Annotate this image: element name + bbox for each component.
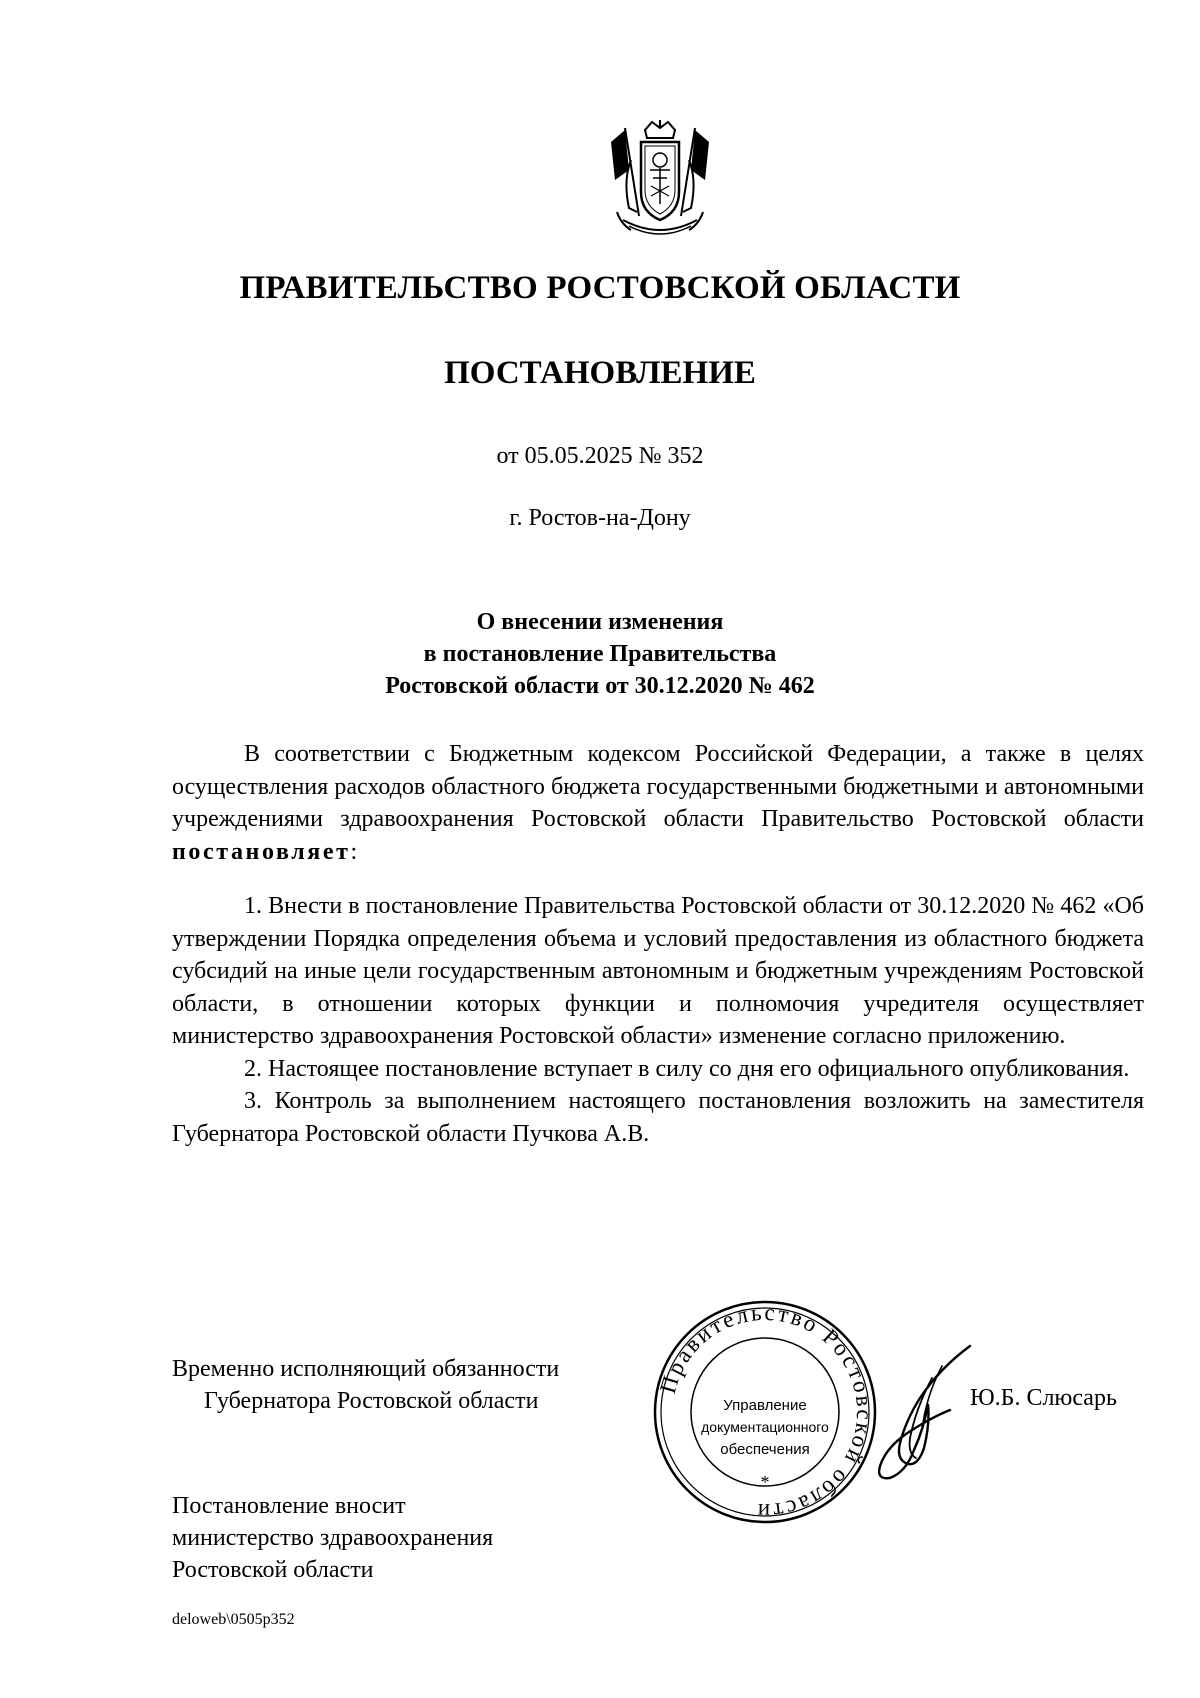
seal-inner-line-2: документационного — [701, 1419, 829, 1435]
footer-file-code: deloweb\0505p352 — [172, 1611, 295, 1628]
official-seal-icon — [645, 1292, 885, 1532]
subject-line-2: в постановление Правительства — [423, 641, 777, 667]
signer-name: Ю.Б. Слюсарь — [970, 1385, 1117, 1411]
submitter-block — [172, 1490, 493, 1586]
resolution-item-2: 2. Настоящее постановление вступает в силу со дня его официального опубликования. — [244, 1055, 1130, 1082]
resolution-item-3: 3. Контроль за выполнением настоящего постановления возложить на заместителя Губернатора Ростовской области Пучкова А.В. — [172, 1088, 1144, 1147]
seal-inner-line-1: Управление — [723, 1397, 807, 1414]
preamble-keyword: постановляет — [172, 838, 351, 865]
seal-inner-line-3: обеспечения — [720, 1441, 810, 1458]
organization-title: ПРАВИТЕЛЬСТВО РОСТОВСКОЙ ОБЛАСТИ — [239, 270, 961, 306]
document-type-title: ПОСТАНОВЛЕНИЕ — [444, 355, 756, 391]
document-date-number: от 05.05.2025 № 352 — [496, 443, 704, 469]
coat-of-arms-icon — [605, 120, 715, 240]
document-subject — [0, 606, 1200, 702]
subject-line-1: О внесении изменения — [476, 609, 724, 635]
resolution-items — [172, 890, 1144, 1150]
submitter-line-3: Ростовской области — [172, 1557, 374, 1583]
subject-line-3: Ростовской области от 30.12.2020 № 462 — [385, 673, 815, 699]
submitter-line-2: министерство здравоохранения — [172, 1525, 494, 1551]
resolution-item-1: 1. Внести в постановление Правительства Ростовской области от 30.12.2020 № 462 «Об утверждении Порядка определения объема и условий предоставления из областного бюджета субсидий на иные цели государственным автономным и бюджетным учреждениям Ростовской области, в отношении которых функции и полномочия учредителя осуществляет министерство здравоохранения Ростовской области» изменение согласно приложению. — [172, 893, 1144, 1049]
document-city: г. Ростов-на-Дону — [509, 505, 691, 531]
signer-position-line-2: Губернатора Ростовской области — [204, 1388, 539, 1414]
svg-text:*: * — [760, 1472, 770, 1492]
handwritten-signature-icon — [870, 1338, 980, 1488]
signer-position-line-1: Временно исполняющий обязанности — [172, 1356, 560, 1382]
submitter-line-1: Постановление вносит — [172, 1493, 406, 1519]
signer-position — [172, 1353, 559, 1417]
preamble-paragraph — [172, 738, 1144, 868]
seal-outer-text: Правительство Ростовской области — [654, 1299, 878, 1525]
preamble-text: В соответствии с Бюджетным кодексом Российской Федерации, а также в целях осуществления расходов областного бюджета государственными бюджетными и автономными учреждениями здравоохранения Ростовской области Правительство Ростовской области — [172, 741, 1144, 832]
preamble-tail: : — [350, 838, 358, 865]
